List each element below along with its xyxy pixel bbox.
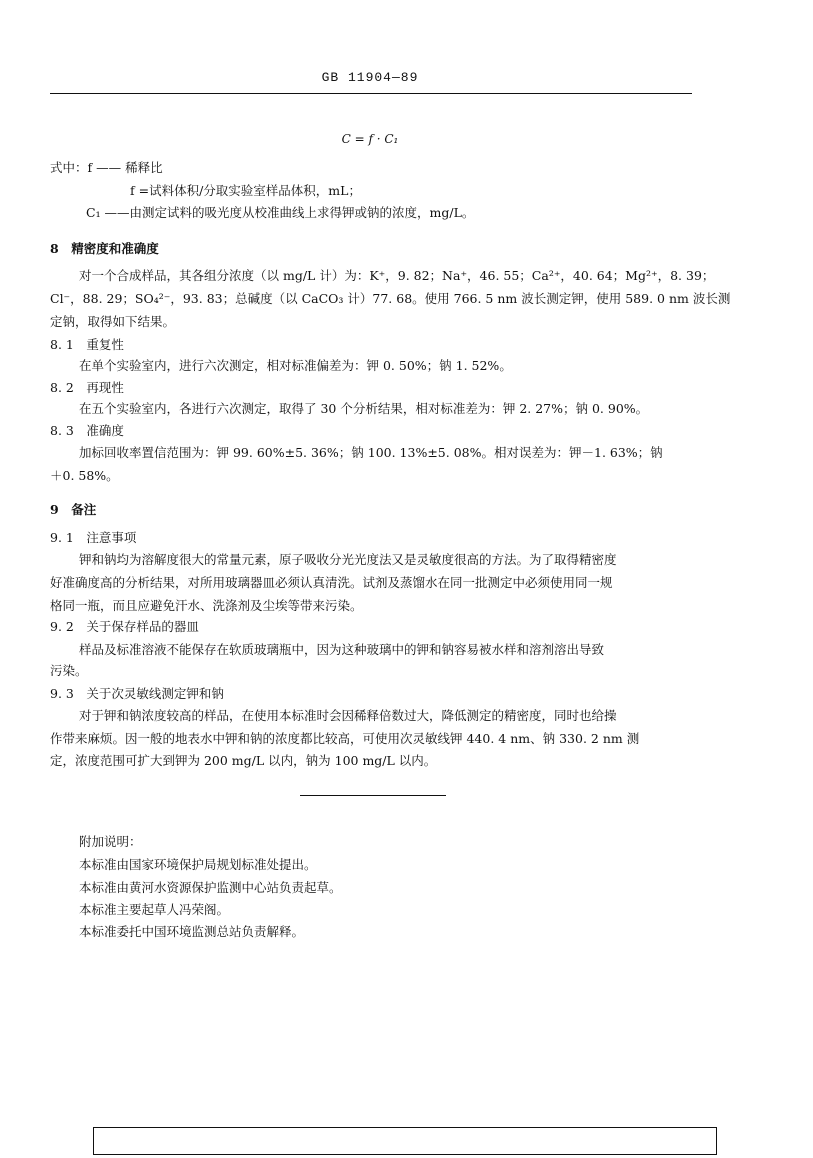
header-rule [50,93,692,94]
section-8-1-text: 在单个实验室内，进行六次测定，相对标准偏差为：钾 0. 50%；钠 1. 52%。 [79,358,512,373]
section-9-3-text-line-2: 作带来麻烦。因一般的地表水中钾和钠的浓度都比较高，可使用次灵敏线钾 440. 4 nm、钠 330. 2 nm 测 [50,731,640,746]
section-8-para-line-3: 定钠，取得如下结果。 [50,314,176,329]
section-8-2-heading: 8. 2 再现性 [50,380,124,395]
legend-line-2: f =试料体积/分取实验室样品体积，mL； [130,183,361,198]
section-8-para-line-1: 对一个合成样品，其各组分浓度（以 mg/L 计）为：K⁺，9. 82；Na⁺，46. 55；Ca²⁺，40. 64；Mg²⁺，8. 39； [79,268,715,283]
section-8-heading: 8 精密度和准确度 [50,241,159,256]
footer-box [93,1127,717,1155]
legend-line-3: C₁ ——由测定试料的吸光度从校准曲线上求得钾或钠的浓度，mg/L。 [86,205,475,220]
appendix-line-4: 本标准委托中国环境监测总站负责解释。 [79,924,305,939]
section-9-heading: 9 备注 [50,502,97,517]
section-9-1-text-line-2: 好准确度高的分析结果，对所用玻璃器皿必须认真清洗。试剂及蒸馏水在同一批测定中必须使用同一规 [50,575,613,590]
section-9-3-text-line-3: 定，浓度范围可扩大到钾为 200 mg/L 以内，钠为 100 mg/L 以内。 [50,753,437,768]
section-9-3-heading: 9. 3 关于次灵敏线测定钾和钠 [50,686,224,701]
section-9-1-text-line-3: 格同一瓶，而且应避免汗水、洗涤剂及尘埃等带来污染。 [50,598,363,613]
section-9-1-heading: 9. 1 注意事项 [50,530,137,545]
section-9-3-text-line-1: 对于钾和钠浓度较高的样品，在使用本标准时会因稀释倍数过大，降低测定的精密度，同时也给操 [79,708,617,723]
formula: C = f · C₁ [341,132,399,146]
appendix-line-3: 本标准主要起草人冯荣阁。 [79,902,230,917]
section-8-3-text-line-2: ＋0. 58%。 [50,468,119,483]
section-9-2-text-line-2: 污染。 [50,663,88,678]
section-9-2-heading: 9. 2 关于保存样品的器皿 [50,619,199,634]
section-8-2-text: 在五个实验室内，各进行六次测定，取得了 30 个分析结果，相对标准差为：钾 2. 27%；钠 0. 90%。 [79,401,649,416]
section-8-3-heading: 8. 3 准确度 [50,423,124,438]
appendix-title: 附加说明： [79,834,142,849]
appendix-line-1: 本标准由国家环境保护局规划标准处提出。 [79,857,317,872]
section-8-para-line-2: Cl⁻，88. 29；SO₄²⁻，93. 83；总碱度（以 CaCO₃ 计）77. 68。使用 766. 5 nm 波长测定钾，使用 589. 0 nm 波长测 [50,291,731,306]
section-9-2-text-line-1: 样品及标准溶液不能保存在软质玻璃瓶中，因为这种玻璃中的钾和钠容易被水样和溶剂溶出导致 [79,642,605,657]
standard-code-header: GB 11904—89 [321,70,419,85]
section-9-1-text-line-1: 钾和钠均为溶解度很大的常量元素，原子吸收分光光度法又是灵敏度很高的方法。为了取得精密度 [79,552,617,567]
section-8-1-heading: 8. 1 重复性 [50,337,124,352]
section-end-rule [300,795,446,796]
appendix-line-2: 本标准由黄河水资源保护监测中心站负责起草。 [79,880,342,895]
section-8-3-text-line-1: 加标回收率置信范围为：钾 99. 60%±5. 36%；钠 100. 13%±5. 08%。相对误差为：钾－1. 63%；钠 [79,445,663,460]
legend-line-1: 式中：f —— 稀释比 [50,160,163,175]
